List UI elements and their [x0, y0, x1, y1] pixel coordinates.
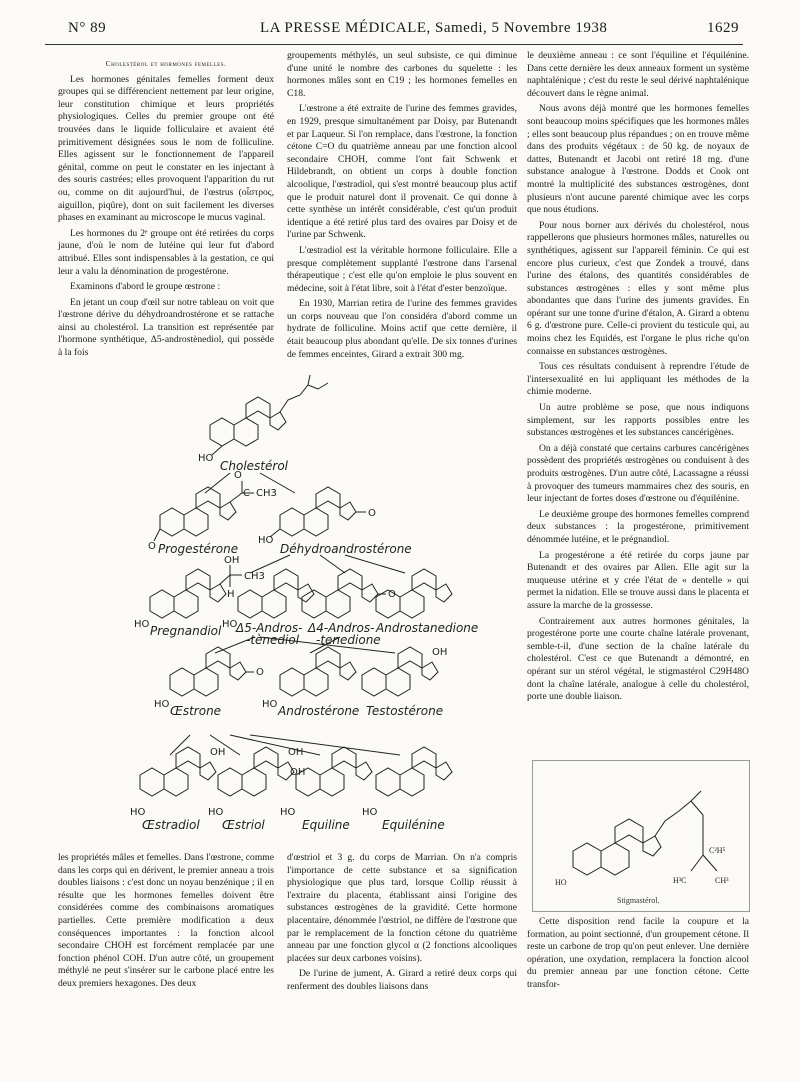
cholesterol-structure	[210, 375, 328, 455]
label-testosterone: Testostérone	[366, 704, 444, 718]
label-equiline: Equiline	[302, 818, 350, 832]
atom-o: O	[234, 470, 242, 481]
paragraph: les propriétés mâles et femelles. Dans l'œstrone, comme dans les corps qui en dérivent, le premier anneau a trois doubles liaisons : c'est donc un noyau benzénique ; il en résulte que les hormones femelles doivent être considérées comme des combinaisons aromatiques partielles. Cette première modification a deux conséquences importantes : la fonction alcool secondaire CHOH est forcément remplacée par une fonction phénol COH. D'un autre côté, un groupement méthylé ne peut s'insérer sur le carbone placé entre les deux premiers hexagones. Des deux	[58, 852, 274, 989]
column-2-bottom	[287, 852, 517, 994]
atom-ho: HO	[262, 699, 278, 710]
paragraph: Examinons d'abord le groupe œstrone :	[70, 281, 221, 293]
paragraph: L'œstrone a été extraite de l'urine des femmes gravides, en 1929, presque simultanément par Doisy, par Butenandt et par Laqueur. Si l'on remplace, dans l'œstrone, la fonction cétone C=O du quatrième anneau par une fonction alcool secondaire CHOH, comme l'ont fait Schwenk et Hildebrandt, on obtient un corps à double fonction alcoolique, l'œstradiol, qui s'est montré beaucoup plus actif que le produit naturel dont il provenait. Ce qui donne à cette synthèse un intérêt considérable, c'est qu'un produit identique a été retiré plus tard des ovaires par Doisy et de l'urine par Schwenk.	[287, 103, 517, 241]
androstenedione-structure	[302, 569, 386, 618]
steroid-derivation-figure	[130, 375, 479, 845]
atom-oh: OH	[210, 747, 226, 758]
column-1-bottom	[58, 852, 274, 991]
atom-oh: OH	[290, 767, 306, 778]
atom-ch3: CH³	[715, 876, 729, 885]
paragraph: La progestérone a été retirée du corps jaune par Butenandt et des ovaires par Allen. Elle agit sur la muqueuse utérine et y crée l'état de « dentelle » qui permet la nidation. Elle se trouve aussi dans le placenta et assure la marche de la grossesse.	[527, 549, 749, 611]
atom-c: C	[243, 488, 250, 499]
issue-number: N° 89	[68, 20, 107, 36]
atom-ho: HO	[555, 878, 567, 887]
atom-ho: HO	[362, 807, 378, 818]
androsterone-structure	[280, 647, 356, 696]
atom-h3c: H³C	[673, 876, 687, 885]
atom-c2h5: C²H⁵	[709, 846, 726, 855]
paragraph: Pour nous borner aux dérivés du cholestérol, nous rappellerons que plusieurs hormones mâles, naturelles ou synthétiques, agissent sur l'appareil féminin. Ce qui est encore plus curieux, c'est que Zondek a trouvé, dans l'urine des étalons, des quantités considérables de substances œstrogènes : elles y sont même plus abondantes que dans l'urine des juments gravides. En opérant sur une tonne d'urine d'étalon, A. Girard a obtenu 6 g. d'œstrone pure. Celle-ci provient du testicule qui, au moins chez les Equidés, est l'organe le plus riche qu'on connaisse en substances œstrogènes.	[527, 219, 749, 357]
paragraph: On a déjà constaté que certains carbures cancérigènes possèdent des propriétés œstrogènes ou conduisent à des produits œstrogènes. D'un autre côté, Lacassagne a réussi à provoquer des tumeurs mammaires chez des souris, en leur injectant de fortes doses d'œstrone ou d'équilénine.	[527, 442, 749, 505]
section-title: Cholestérol et hormones femelles.	[105, 59, 227, 68]
atom-o: O	[388, 589, 396, 600]
equilenine-structure	[376, 747, 452, 796]
label-equilenine: Equilénine	[382, 818, 445, 832]
paragraph: le deuxième anneau : ce sont l'équiline et l'équilénine. Dans cette dernière les deux anneaux forment un système naphtalénique ; c'est du reste le seul dérivé naphtalénique découvert dans le règne animal.	[527, 50, 749, 99]
atom-h: H	[227, 589, 235, 600]
atom-ho: HO	[280, 807, 296, 818]
oestriol-structure	[218, 747, 294, 796]
atom-ho: HO	[130, 807, 146, 818]
label-oestriol: Œstriol	[222, 818, 265, 832]
page-number: 1629	[707, 20, 739, 36]
paragraph: Les hormones du 2ᵉ groupe ont été retirées du corps jaune, d'où le nom de lutéine qui leur fut d'abord attribué. Elles sont indispensables à la gestation, ce qui leur a valu la dénomination de progestérone.	[58, 227, 274, 277]
atom-ho: HO	[222, 619, 238, 630]
label-androstenediol-cont: -tènediol	[246, 633, 300, 647]
paragraph: groupements méthylés, un seul subsiste, ce qui diminue d'une unité le nombre des carbones du squelette : les hormones mâles sont en C19 ; les hormones femelles en C18.	[287, 50, 517, 99]
oestradiol-structure	[140, 747, 216, 796]
atom-ho: HO	[208, 807, 224, 818]
paragraph: L'œstradiol est la véritable hormone folliculaire. Elle a presque complètement supplanté l'œstrone dans l'arsenal thérapeutique ; c'est elle qu'on emploie le plus souvent en médecine, soit à l'état libre, soit à l'état d'ester benzoïque.	[287, 244, 517, 294]
column-3	[527, 50, 749, 704]
label-androsterone: Androstérone	[278, 704, 360, 718]
atom-o: O	[368, 508, 376, 519]
progesterone-structure	[154, 481, 254, 541]
atom-ch3: CH3	[244, 571, 265, 582]
column-2	[287, 50, 517, 361]
equiline-structure	[296, 747, 372, 796]
oestrone-structure	[170, 647, 254, 696]
atom-oh: OH	[288, 747, 304, 758]
atom-oh: OH	[224, 555, 240, 566]
dehydroandrosterone-structure	[270, 487, 366, 537]
label-oestrone: Œstrone	[170, 704, 222, 718]
atom-o: O	[256, 667, 264, 678]
page-header	[22, 14, 778, 36]
label-progesterone: Progestérone	[158, 542, 239, 556]
journal-title: LA PRESSE MÉDICALE, Samedi, 5 Novembre 1938	[260, 20, 608, 36]
paragraph: Nous avons déjà montré que les hormones femelles sont beaucoup moins spécifiques que les hormones mâles ; elles sont beaucoup plus répandues ; on en trouve même dans des produits végétaux : de 50 kg. de noyaux de dattes, Butenandt et Jacobi ont retiré 18 mg. d'une substance analogue à l'œstrone. Dodds et Cook ont montré la multiplicité des substances œstrogènes, dont plusieurs n'ont aucune parenté chimique avec les corps que nous étudions.	[527, 103, 749, 216]
atom-ho: HO	[198, 453, 214, 464]
paragraph: En jetant un coup d'œil sur notre tableau on voit que l'œstrone dérive du déhydroandrostérone et se rattache ainsi au cholestérol. La transition est représentée par l'hormone synthétique, Δ5-androstènediol, qui possède à la fois	[58, 296, 274, 359]
paragraph: Contrairement aux autres hormones génitales, la progestérone porte une courte chaîne latérale provenant, semble-t-il, d'une section de la chaîne latérale du cholestérol. C'est ce que Butenandt a démontré, en opérant sur un stérol végétal, le stigmastérol C29H48O dont la chaîne latérale, analogue à celle du cholestérol, porte une double liaison.	[527, 615, 749, 703]
label-androstenedione: Δ4-Andros-	[308, 621, 375, 635]
paragraph: Tous ces résultats conduisent à reprendre l'étude de l'intersexualité en lui appliquant les méthodes de la chimie moderne.	[527, 361, 749, 398]
label-pregnandiol: Pregnandiol	[150, 624, 222, 638]
label-cholesterol: Cholestérol	[220, 459, 288, 473]
column-3-bottom	[527, 916, 749, 992]
paragraph: d'œstriol et 3 g. du corps de Marrian. On n'a compris l'importance de cette substance et sa signification physiologique que plus tard, lorsque Collip réussit à l'extraire du placenta, établissant ainsi l'origine des substances œstrogènes de la gravidité. Cette hormone placentaire, dénommée l'œstriol, ne diffère de l'œstrone que par le remplacement de la fonction cétone du quatrième anneau par une fonction glycol α (2 fonctions alcooliques placées sur deux carbones voisins).	[287, 852, 517, 964]
paragraph: Le deuxième groupe des hormones femelles comprend deux substances : la progestérone, primitivement dénommée lutéine, et le prégnandiol.	[527, 508, 749, 545]
paragraph: En 1930, Marrian retira de l'urine des femmes gravides un corps nouveau que l'on considéra d'abord comme un hydrate de folliculine. Moins actif que cette dernière, il était beaucoup plus abondant qu'elle. De six tonnes d'urines de femmes enceintes, Girard a extrait 300 mg.	[287, 298, 517, 360]
testosterone-structure	[362, 647, 438, 696]
column-1	[58, 58, 274, 360]
atom-ho: HO	[134, 619, 150, 630]
stigmasterol-caption: Stigmastérol.	[617, 896, 660, 905]
paragraph: De l'urine de jument, A. Girard a retiré deux corps qui renferment des doubles liaisons dans	[287, 968, 517, 992]
label-oestradiol: Œstradiol	[142, 818, 200, 832]
label-androstenedione-cont: -tenedione	[316, 633, 381, 647]
label-androstenediol: Δ5-Andros-	[236, 621, 303, 635]
atom-ho: HO	[154, 699, 170, 710]
stigmasterol-figure	[532, 760, 750, 912]
atom-ch3: CH3	[256, 488, 277, 499]
atom-o: O	[148, 541, 156, 552]
paragraph: Cette disposition rend facile la coupure et la formation, au point sectionné, d'un groupement cétone. Il reste un carbone de trop qu'on peut enlever. Une dernière opération, une oxydation, remplacera la fonction alcool du premier anneau par une fonction cétone. Cette transfor-	[527, 916, 749, 990]
label-androstanedione: Androstanedione	[376, 621, 479, 635]
header-rule	[45, 44, 743, 45]
label-dehydroandrosterone: Déhydroandrostérone	[280, 542, 412, 556]
atom-ho: HO	[258, 535, 274, 546]
paragraph: Un autre problème se pose, que nous indiquons simplement, sur les rapports possibles entre les substances œstrogènes et les substances cancérigènes.	[527, 402, 749, 439]
paragraph: Les hormones génitales femelles forment deux groupes qui se différencient nettement par leur origine, leur constitution chimique et leurs propriétés physiologiques. Celles du premier groupe ont été trouvées dans le liquide folliculaire et avaient été primitivement désignées sous le nom de folliculine. Elles agissent sur le fonctionnement de l'appareil génital, comme on peut le constater en les injectant à des souris castrées; elles provoquent l'apparition du rut ou, comme on dit aujourd'hui, de l'œstrus (οἶστρος, aiguillon, piqûre), dont on suit facilement les diverses phases en examinant au microscope le mucus vaginal.	[58, 73, 274, 224]
atom-oh: OH	[432, 647, 448, 658]
